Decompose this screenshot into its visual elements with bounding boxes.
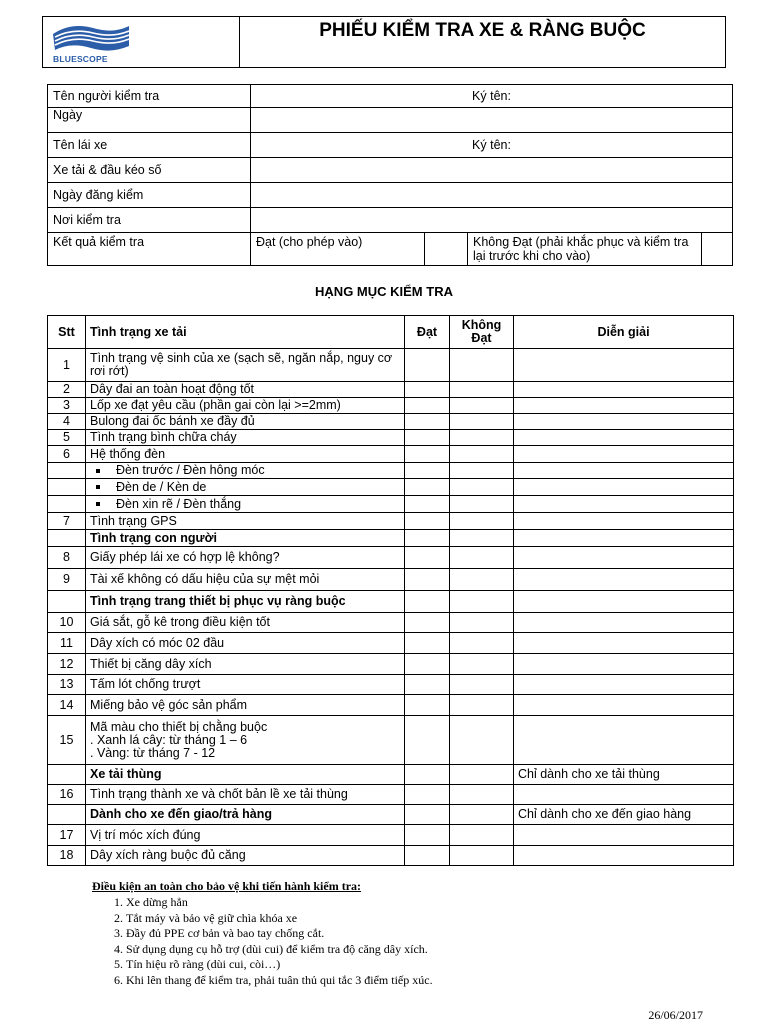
- row-pass-box[interactable]: [405, 398, 450, 414]
- checklist-row: [48, 382, 734, 398]
- row-number: 8: [48, 547, 86, 569]
- driver-label: Tên lái xe: [48, 133, 251, 158]
- row-pass-box[interactable]: [405, 430, 450, 446]
- row-pass-box[interactable]: [405, 349, 450, 382]
- row-fail-box[interactable]: [450, 695, 514, 716]
- row-fail-box[interactable]: [450, 569, 514, 591]
- footer-date: 26/06/2017: [648, 1008, 703, 1022]
- col-header-explanation: Diễn giải: [514, 316, 734, 349]
- row-number: 7: [48, 513, 86, 530]
- pass-label: Đạt (cho phép vào): [251, 233, 425, 266]
- row-pass-box[interactable]: [405, 785, 450, 805]
- row-fail-box[interactable]: [450, 530, 514, 547]
- row-fail-box[interactable]: [450, 349, 514, 382]
- row-explanation[interactable]: [514, 675, 734, 695]
- checklist-row: [48, 613, 734, 633]
- row-condition: Thiết bị căng dây xích: [86, 654, 405, 675]
- row-pass-box[interactable]: [405, 479, 450, 496]
- date-field[interactable]: [251, 108, 733, 133]
- row-pass-box[interactable]: [405, 463, 450, 479]
- row-pass-box[interactable]: [405, 382, 450, 398]
- row-fail-box[interactable]: [450, 654, 514, 675]
- row-number: 15: [48, 716, 86, 765]
- checklist-row: [48, 695, 734, 716]
- row-explanation[interactable]: Chỉ dành cho xe tải thùng: [514, 765, 734, 785]
- row-pass-box[interactable]: [405, 496, 450, 513]
- checklist-row: [48, 349, 734, 382]
- row-condition: Tình trạng con người: [86, 530, 405, 547]
- row-explanation[interactable]: [514, 846, 734, 866]
- row-number: 10: [48, 613, 86, 633]
- checklist-row: [48, 414, 734, 430]
- row-explanation[interactable]: [514, 382, 734, 398]
- registration-date-label: Ngày đăng kiểm: [48, 183, 251, 208]
- row-pass-box[interactable]: [405, 591, 450, 613]
- bullet-icon: [96, 502, 100, 506]
- row-explanation[interactable]: Chỉ dành cho xe đến giao hàng: [514, 805, 734, 825]
- col-header-fail: Không Đạt: [450, 316, 514, 349]
- fail-label: Không Đạt (phải khắc phục và kiểm tra lại trước khi cho vào): [468, 233, 702, 266]
- checklist-header-row: [48, 316, 734, 349]
- row-pass-box[interactable]: [405, 414, 450, 430]
- row-condition: Tình trạng trang thiết bị phục vụ ràng buộc: [86, 591, 405, 613]
- checklist-row: [48, 654, 734, 675]
- col-header-stt: Stt: [48, 316, 86, 349]
- row-explanation[interactable]: [514, 513, 734, 530]
- checklist-row: [48, 633, 734, 654]
- checklist-row: [48, 569, 734, 591]
- row-pass-box[interactable]: [405, 547, 450, 569]
- row-fail-box[interactable]: [450, 633, 514, 654]
- row-explanation[interactable]: [514, 496, 734, 513]
- row-fail-box[interactable]: [450, 805, 514, 825]
- checklist-row: [48, 825, 734, 846]
- row-number: 11: [48, 633, 86, 654]
- logo-text: BLUESCOPE: [53, 53, 108, 64]
- row-condition: Lốp xe đạt yêu cầu (phần gai còn lại >=2mm): [86, 398, 405, 414]
- row-number: 17: [48, 825, 86, 846]
- row-condition: Dành cho xe đến giao/trả hàng: [86, 805, 405, 825]
- inspection-info-table: [47, 84, 733, 266]
- row-condition: Tài xế không có dấu hiệu của sự mệt mỏi: [86, 569, 405, 591]
- row-condition: Mã màu cho thiết bị chằng buộc . Xanh lá cây: từ tháng 1 – 6 . Vàng: từ tháng 7 - 12: [86, 716, 405, 765]
- row-pass-box[interactable]: [405, 765, 450, 785]
- row-pass-box[interactable]: [405, 675, 450, 695]
- checklist-row: [48, 785, 734, 805]
- row-pass-box[interactable]: [405, 805, 450, 825]
- bullet-icon: [96, 485, 100, 489]
- row-pass-box[interactable]: [405, 695, 450, 716]
- row-number: 12: [48, 654, 86, 675]
- row-number: [48, 530, 86, 547]
- row-condition: Dây xích có móc 02 đầu: [86, 633, 405, 654]
- inspector-sign-field[interactable]: Ký tên:: [251, 85, 733, 108]
- row-explanation[interactable]: [514, 591, 734, 613]
- row-number: 14: [48, 695, 86, 716]
- row-number: [48, 765, 86, 785]
- logo-cell: [43, 17, 240, 68]
- driver-sign-field[interactable]: Ký tên:: [251, 133, 733, 158]
- date-label: Ngày: [48, 108, 251, 133]
- row-condition: Giá sắt, gỗ kê trong điều kiện tốt: [86, 613, 405, 633]
- safety-notes: [80, 879, 433, 988]
- checklist-row: [48, 513, 734, 530]
- row-explanation[interactable]: [514, 430, 734, 446]
- row-pass-box[interactable]: [405, 513, 450, 530]
- row-explanation[interactable]: [514, 825, 734, 846]
- row-condition: Miếng bảo vệ góc sản phẩm: [86, 695, 405, 716]
- truck-number-field[interactable]: [251, 158, 733, 183]
- row-fail-box[interactable]: [450, 825, 514, 846]
- row-fail-box[interactable]: [450, 479, 514, 496]
- checklist-row: [48, 430, 734, 446]
- checklist-row: [48, 398, 734, 414]
- row-pass-box[interactable]: [405, 846, 450, 866]
- row-condition: Dây đai an toàn hoạt động tốt: [86, 382, 405, 398]
- row-condition: Tình trạng thành xe và chốt bản lề xe tải thùng: [86, 785, 405, 805]
- note-item: 3. Đầy đủ PPE cơ bản và bao tay chống cắt.: [126, 926, 433, 942]
- section-title: HẠNG MỤC KIỂM TRA: [315, 284, 453, 299]
- row-fail-box[interactable]: [450, 513, 514, 530]
- checklist-table: [47, 315, 734, 866]
- row-number: 3: [48, 398, 86, 414]
- truck-number-label: Xe tải & đầu kéo số: [48, 158, 251, 183]
- row-explanation[interactable]: [514, 569, 734, 591]
- row-explanation[interactable]: [514, 633, 734, 654]
- row-fail-box[interactable]: [450, 591, 514, 613]
- row-condition: [86, 496, 405, 513]
- bluescope-logo: [51, 22, 141, 66]
- note-item: 1. Xe dừng hẳn: [126, 895, 433, 911]
- row-pass-box[interactable]: [405, 633, 450, 654]
- row-fail-box[interactable]: [450, 613, 514, 633]
- note-item: 6. Khi lên thang để kiểm tra, phải tuân thủ qui tắc 3 điểm tiếp xúc.: [126, 973, 433, 989]
- row-condition: Bulong đai ốc bánh xe đầy đủ: [86, 414, 405, 430]
- checklist-row: [48, 675, 734, 695]
- checklist-row: [48, 479, 734, 496]
- row-condition: Tình trạng vệ sinh của xe (sạch sẽ, ngăn nắp, nguy cơ rơi rớt): [86, 349, 405, 382]
- row-fail-box[interactable]: [450, 547, 514, 569]
- row-number: [48, 496, 86, 513]
- row-explanation[interactable]: [514, 716, 734, 765]
- row-number: 13: [48, 675, 86, 695]
- row-condition: Hệ thống đèn: [86, 446, 405, 463]
- notes-list: [80, 895, 433, 988]
- fail-checkbox[interactable]: [702, 233, 733, 266]
- row-explanation[interactable]: [514, 785, 734, 805]
- form-title: PHIẾU KIỂM TRA XE & RÀNG BUỘC: [240, 17, 726, 68]
- row-fail-box[interactable]: [450, 675, 514, 695]
- row-number: [48, 591, 86, 613]
- row-fail-box[interactable]: [450, 398, 514, 414]
- row-pass-box[interactable]: [405, 446, 450, 463]
- checklist-row: [48, 463, 734, 479]
- checklist-row: [48, 805, 734, 825]
- checklist-row: [48, 547, 734, 569]
- row-number: 5: [48, 430, 86, 446]
- note-item: 5. Tín hiệu rõ ràng (dùi cui, còi…): [126, 957, 433, 973]
- checklist-row: [48, 530, 734, 547]
- row-explanation[interactable]: [514, 479, 734, 496]
- row-fail-box[interactable]: [450, 446, 514, 463]
- row-explanation[interactable]: [514, 349, 734, 382]
- row-explanation[interactable]: [514, 695, 734, 716]
- row-condition: Tình trạng GPS: [86, 513, 405, 530]
- row-number: [48, 805, 86, 825]
- row-explanation[interactable]: [514, 446, 734, 463]
- row-fail-box[interactable]: [450, 846, 514, 866]
- row-condition: [86, 463, 405, 479]
- row-condition: Giấy phép lái xe có hợp lệ không?: [86, 547, 405, 569]
- row-explanation[interactable]: [514, 654, 734, 675]
- row-explanation[interactable]: [514, 613, 734, 633]
- row-pass-box[interactable]: [405, 613, 450, 633]
- checklist-row: [48, 446, 734, 463]
- row-number: 18: [48, 846, 86, 866]
- row-pass-box[interactable]: [405, 654, 450, 675]
- row-explanation[interactable]: [514, 463, 734, 479]
- row-condition: Tấm lót chống trượt: [86, 675, 405, 695]
- bluescope-wave-icon: [51, 22, 131, 54]
- row-number: 6: [48, 446, 86, 463]
- row-number: 2: [48, 382, 86, 398]
- note-item: 4. Sử dụng dụng cụ hỗ trợ (dùi cui) để kiểm tra độ căng dây xích.: [126, 942, 433, 958]
- row-condition-text: Đèn xin rẽ / Đèn thắng: [116, 496, 242, 511]
- row-condition-text: Đèn de / Kèn de: [116, 479, 207, 494]
- checklist-row: [48, 765, 734, 785]
- bullet-icon: [96, 469, 100, 473]
- row-condition: Dây xích ràng buộc đủ căng: [86, 846, 405, 866]
- row-explanation[interactable]: [514, 530, 734, 547]
- row-explanation[interactable]: [514, 414, 734, 430]
- location-field[interactable]: [251, 208, 733, 233]
- row-condition-text: Đèn trước / Đèn hông móc: [116, 463, 265, 477]
- row-pass-box[interactable]: [405, 569, 450, 591]
- row-number: 4: [48, 414, 86, 430]
- row-condition: Xe tải thùng: [86, 765, 405, 785]
- checklist-row: [48, 496, 734, 513]
- row-fail-box[interactable]: [450, 785, 514, 805]
- row-pass-box[interactable]: [405, 716, 450, 765]
- row-fail-box[interactable]: [450, 463, 514, 479]
- checklist-row: [48, 591, 734, 613]
- row-condition: Tình trạng bình chữa cháy: [86, 430, 405, 446]
- row-fail-box[interactable]: [450, 382, 514, 398]
- row-fail-box[interactable]: [450, 716, 514, 765]
- pass-checkbox[interactable]: [425, 233, 468, 266]
- checklist-row: [48, 846, 734, 866]
- registration-date-field[interactable]: [251, 183, 733, 208]
- notes-title: Điều kiện an toàn cho bảo vệ khi tiến hành kiểm tra:: [92, 879, 362, 893]
- checklist-row: [48, 716, 734, 765]
- row-number: [48, 479, 86, 496]
- row-pass-box[interactable]: [405, 825, 450, 846]
- row-explanation[interactable]: [514, 398, 734, 414]
- form-header: [42, 16, 726, 68]
- row-number: 16: [48, 785, 86, 805]
- row-explanation[interactable]: [514, 547, 734, 569]
- row-number: 9: [48, 569, 86, 591]
- result-label: Kết quả kiểm tra: [48, 233, 251, 266]
- row-fail-box[interactable]: [450, 414, 514, 430]
- col-header-condition: Tình trạng xe tải: [86, 316, 405, 349]
- row-number: [48, 463, 86, 479]
- row-fail-box[interactable]: [450, 496, 514, 513]
- row-condition: [86, 479, 405, 496]
- note-item: 2. Tắt máy và bảo vệ giữ chìa khóa xe: [126, 911, 433, 927]
- row-pass-box[interactable]: [405, 530, 450, 547]
- row-fail-box[interactable]: [450, 430, 514, 446]
- row-number: 1: [48, 349, 86, 382]
- location-label: Nơi kiểm tra: [48, 208, 251, 233]
- inspector-label: Tên người kiểm tra: [48, 85, 251, 108]
- row-condition: Vị trí móc xích đúng: [86, 825, 405, 846]
- col-header-pass: Đạt: [405, 316, 450, 349]
- row-fail-box[interactable]: [450, 765, 514, 785]
